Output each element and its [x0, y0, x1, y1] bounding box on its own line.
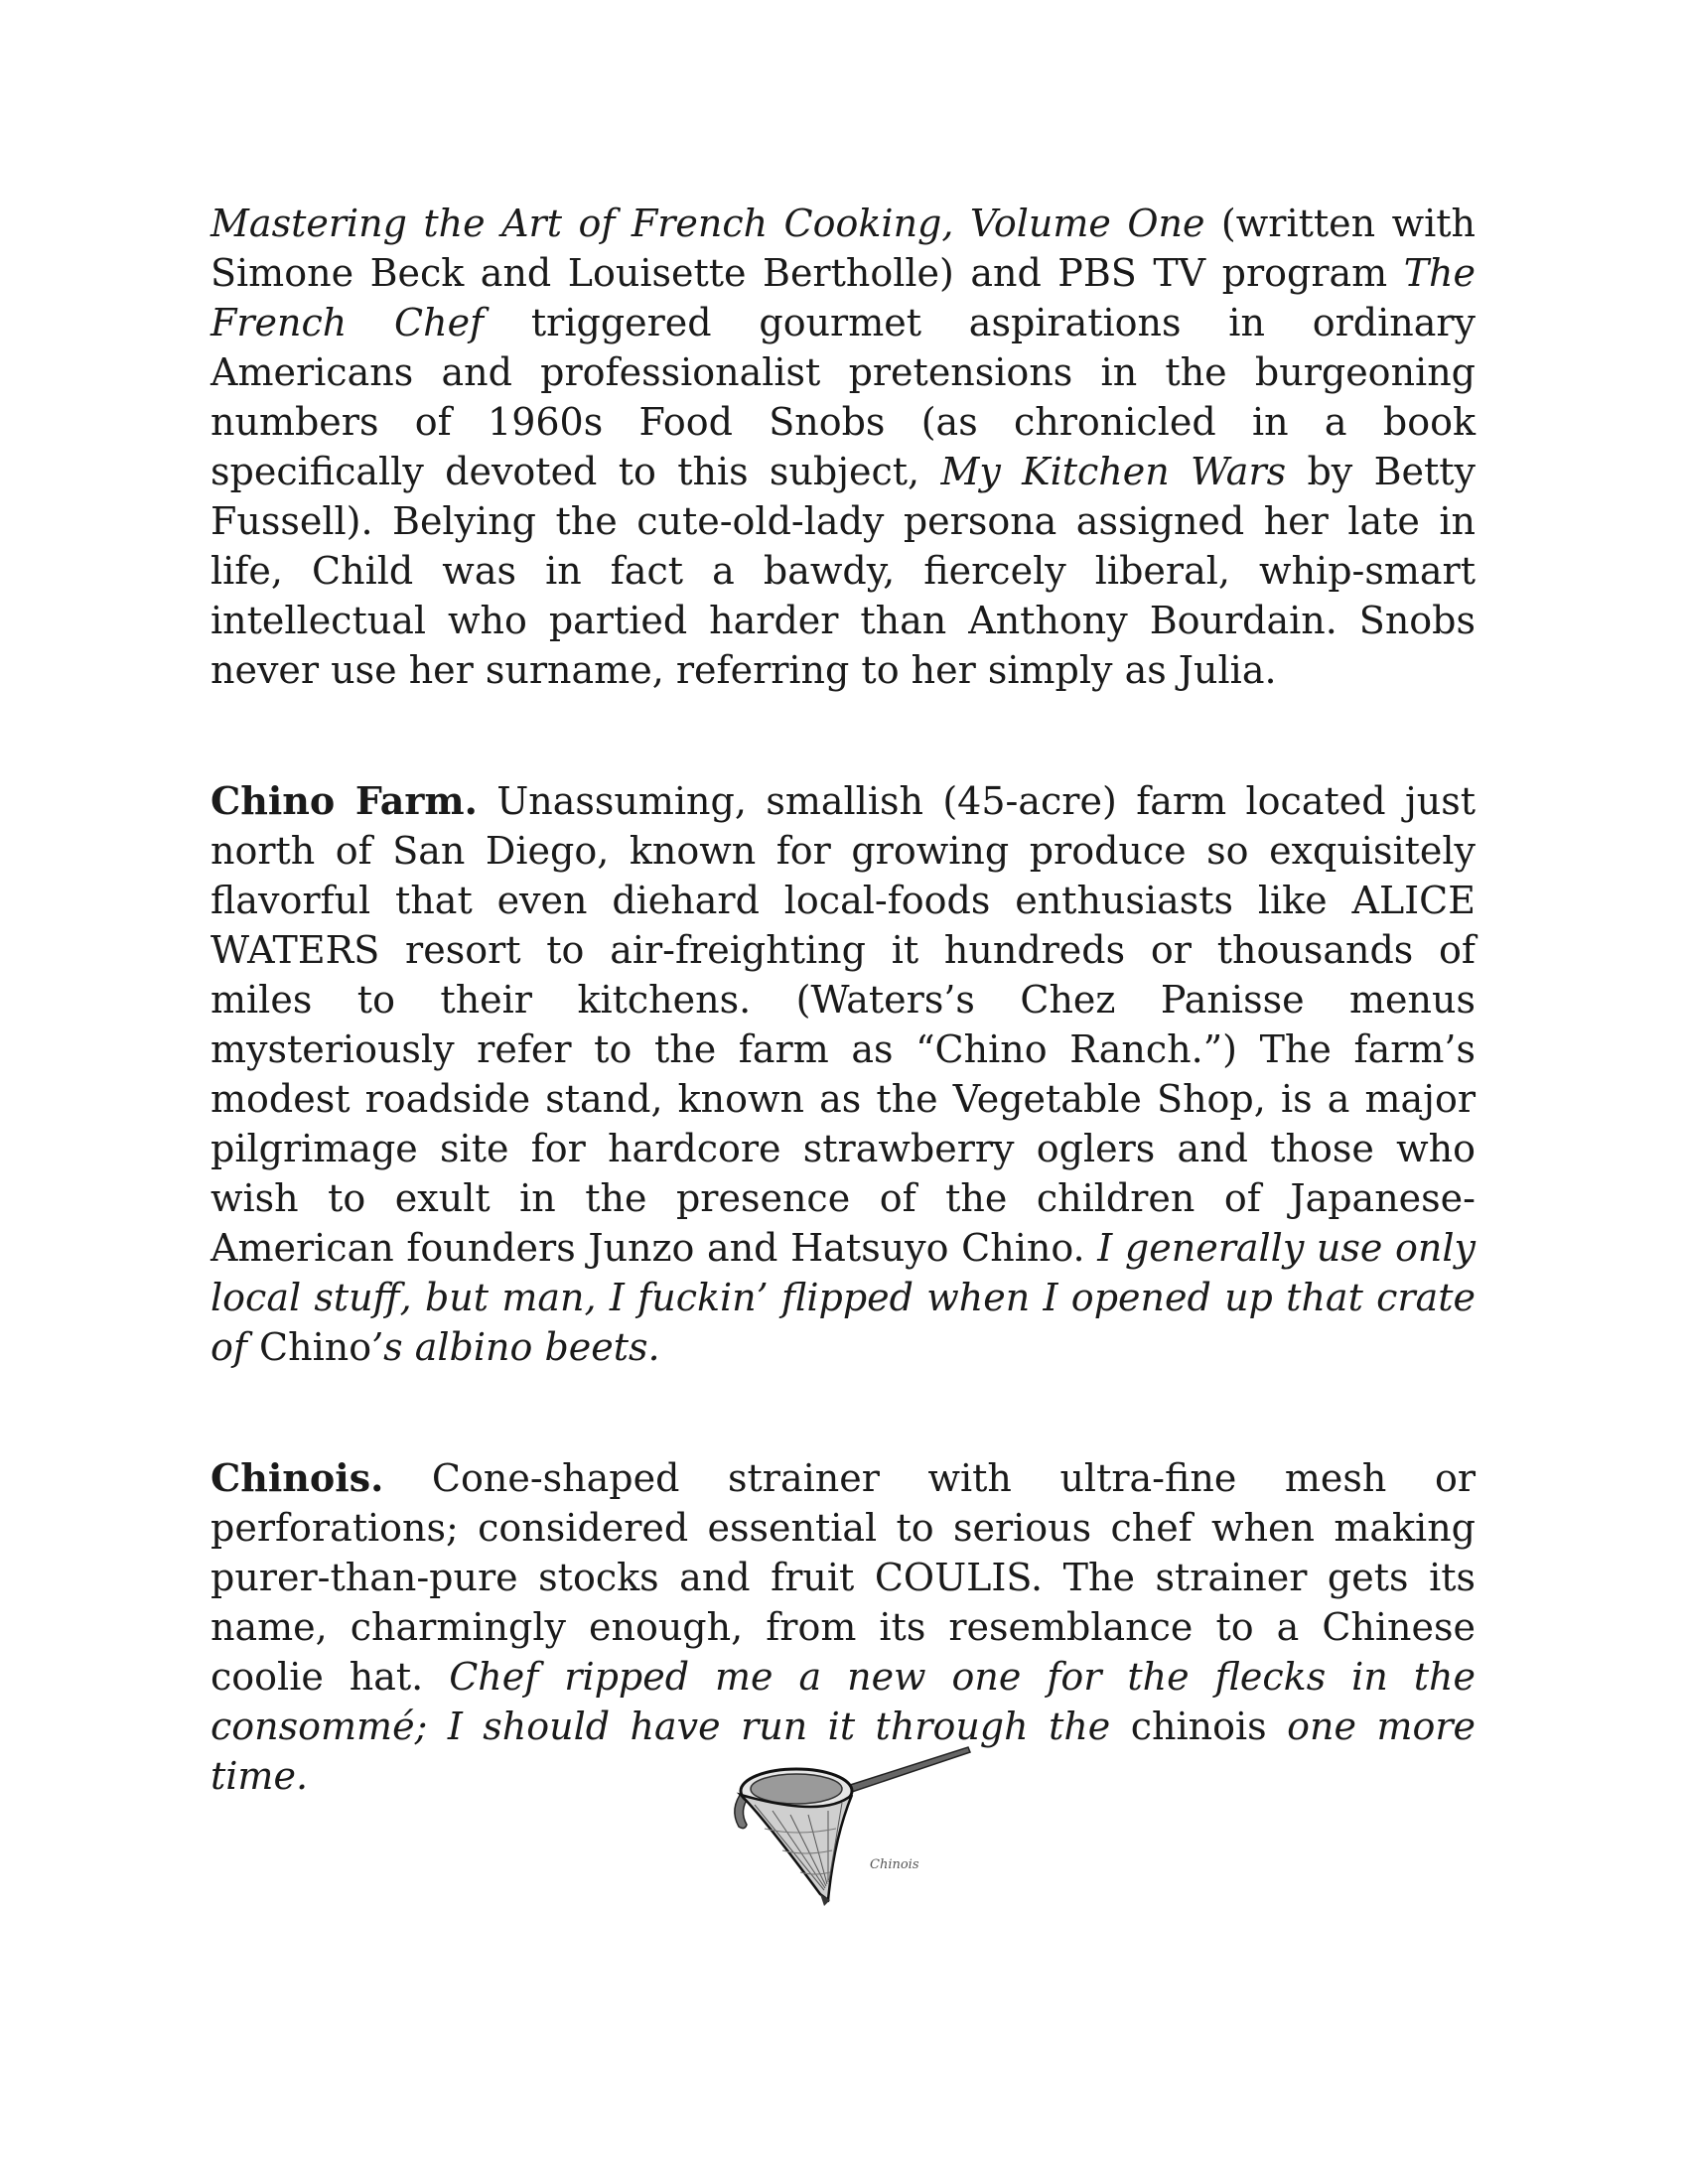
entry-text-segment: My Kitchen Wars [940, 450, 1287, 493]
entry-text-segment: Chef ripped me a new one for the flecks in the consommé; I should have run it through the [211, 1655, 1476, 1748]
entry-text-segment: Unassuming, smallish (45-acre) farm located just north of San Diego, known for growing produce so exquisitely flavorful that even diehard local-foods enthusiasts like ALICE WATERS resort to air-freighting it hundreds or thousands of miles to their kitchens. (Waters’s Chez Panisse menus mysteriously refer to the farm as “Chino Ranch.”) The farm’s modest roadside stand, known as the Vegetable Shop, is a major pilgrimage site for hardcore strawberry oglers and those who wish to exult in the presence of the children of Japanese-American founders Junzo and Hatsuyo Chino. [211, 779, 1476, 1270]
entry-text-segment: ’s albino beets. [371, 1325, 660, 1369]
entry-text-segment: chinois [1130, 1705, 1267, 1748]
entry-text-segment: by Betty Fussell). Belying the cute-old-lady persona assigned her late in life, Child was in fact a bawdy, fiercely liberal, whip-smart intellectual who partied harder than Anthony Bourdain. Snobs never use her surname, referring to her simply as Julia. [211, 450, 1477, 692]
entry-text-segment: I generally use only local stuff, but man, I fuckin’ flipped when I opened up that crate of [211, 1226, 1476, 1369]
entry-text-segment: The French Chef [211, 251, 1476, 344]
chinois-illustration [725, 1739, 973, 1908]
illustration-caption: Chinois [870, 1857, 919, 1872]
entry-text-segment: Chino [259, 1325, 372, 1369]
entry-text-segment: triggered gourmet aspirations in ordinary Americans and professionalist pretensions in the burgeoning numbers of 1960s Food Snobs (as chronicled in a book specifically devoted to this subject, [211, 301, 1476, 493]
entry-text-segment: Mastering the Art of French Cooking, Volume One [211, 202, 1205, 245]
entry-text-segment: Chino Farm. [211, 778, 478, 823]
page-body [211, 199, 1476, 1801]
entry-chino-farm [211, 776, 1476, 1372]
chinois-strainer-icon [725, 1739, 973, 1908]
entry-text-segment: Cone-shaped strainer with ultra-fine mesh or perforations; considered essential to serious chef when making purer-than-pure stocks and fruit COULIS. The strainer gets its name, charmingly enough, from its resemblance to a Chinese coolie hat. [211, 1456, 1476, 1699]
entry-text-segment: (written with Simone Beck and Louisette Bertholle) and PBS TV program [211, 202, 1476, 295]
entry-text-segment: Chinois. [211, 1455, 384, 1500]
entry-text-segment: one more time. [211, 1705, 1477, 1798]
entry-julia-child-continued [211, 199, 1476, 695]
